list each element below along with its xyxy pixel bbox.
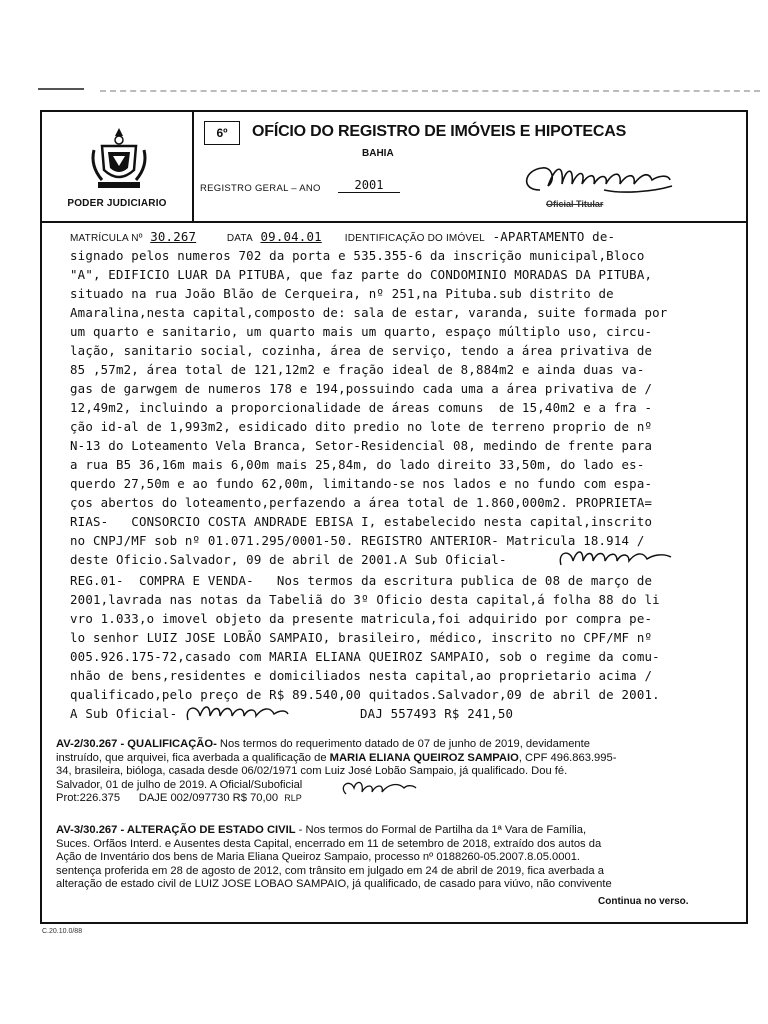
av2-text-2b: , CPF 496.863.995- [518,751,617,764]
reg01-line: nhão de bens,residentes e domiciliados nesta capital,ao proprietario acima / [70,668,653,683]
matricula-first-line: -APARTAMENTO de- [492,229,616,244]
av3-line-2: Suces. Orfãos Interd. e Ausentes desta Capital, encerrado em 11 de setembro de 2018, extraído dos autos da [56,837,602,850]
av2-title: AV-2/30.267 - QUALIFICAÇÃO- [56,738,217,750]
matricula-number: 30.267 [150,229,197,244]
av3-block [56,824,746,892]
bahia-coat-of-arms-icon [88,126,150,192]
av2-rlp: RLP [284,793,302,804]
data-label: DATA [226,233,253,244]
matricula-line: N-13 do Loteamento Vela Branca, Setor-Residencial 08, medindo de frente para [70,438,653,453]
matricula-line: RIAS- CONSORCIO COSTA ANDRADE EBISA I, estabelecido nesta capital,inscrito [70,514,653,529]
reg01-line: 005.926.175-72,casado com MARIA ELIANA QUEIROZ SAMPAIO, sob o regime da comu- [70,649,660,664]
state-label: BAHIA [362,148,394,159]
reg01-line: REG.01- COMPRA E VENDA- Nos termos da escritura publica de 08 de março de [70,573,653,588]
scan-mark [38,88,84,90]
av3-text-1: - Nos termos do Formal de Partilha da 1ª Vara de Família, [295,824,587,836]
matricula-line: um quarto e sanitario, um quarto mais um quarto, espaço múltiplo uso, circu- [70,324,653,339]
header-divider [40,221,748,223]
reg01-line: qualificado,pelo preço de R$ 89.540,00 quitados.Salvador,09 de abril de 2001. [70,687,660,702]
office-title: OFÍCIO DO REGISTRO DE IMÓVEIS E HIPOTECAS [252,123,627,140]
matricula-line: 12,49m2, incluindo a proporcionalidade de áreas comuns de 15,40m2 e a fra - [70,400,653,415]
av2-text-1: Nos termos do requerimento datado de 07 de junho de 2019, devidamente [216,738,590,750]
matricula-line: "A", EDIFICIO LUAR DA PITUBA, que faz parte do CONDOMINIO MORADAS DA PITUBA, [70,267,653,282]
av3-line-5: alteração de estado civil de LUIZ JOSE LOBAO SAMPAIO, já qualificado, de casado para viúvo, não convivente [56,878,612,891]
matricula-date: 09.04.01 [260,229,322,244]
registro-year: 2001 [338,178,400,193]
header-vertical-divider [192,110,194,222]
matricula-line: no CNPJ/MF sob nº 01.071.295/0001-50. REGISTRO ANTERIOR- Matricula 18.914 / [70,533,645,548]
reg01-line: 2001,lavrada nas notas da Tabeliã do 3º Oficio desta capital,á folha 88 do li [70,592,660,607]
scan-dash-line [100,90,760,93]
continua-no-verso: Continua no verso. [598,896,689,907]
oficial-titular-label: Oficial Titular [546,199,604,209]
matricula-line: 85 ,57m2, área total de 121,12m2 e fração ideal de 8,884m2 e ainda duas va- [70,362,645,377]
reg01-daj: DAJ 557493 R$ 241,50 [360,706,514,721]
matricula-line: gas de garwgem de numeros 178 e 194,possuindo cada uma a área privativa de / [70,381,653,396]
av3-line-3: Ação de Inventário dos bens de Maria Eliana Queiroz Sampaio, processo nº 0188260-05.2007.8.05.0001. [56,851,581,864]
matricula-line: ços abertos do loteamento,perfazendo a área total de 1.860,000m2. PROPRIETA= [70,495,653,510]
signature-oficial-titular [512,150,682,205]
matricula-label: MATRÍCULA Nº [70,233,143,244]
av3-line-1 [56,824,746,838]
matricula-line: ção id-al de 1,993m2, esidicado dito predio no lote de terreno proprio de nº [70,419,653,434]
av2-name: MARIA ELIANA QUEIROZ SAMPAIO [329,751,519,764]
matricula-line: situado na rua João Blão de Cerqueira, nº 251,na Pituba.sub distrito de Amaralina,nesta capital,composto de: sala de estar, varanda, suite formada por [70,286,668,320]
matricula-line: querdo 27,50m e ao fundo 62,00m, limitando-se nos lados e no fundo com espa- [70,476,653,491]
av3-line-4: sentença proferida em 28 de agosto de 2012, com trânsito em julgado em 24 de abril de 2019, fica averbada a [56,864,604,877]
signature-oficial-av2 [338,776,418,800]
av2-line-2 [56,752,746,766]
signature-sub-oficial-reg01 [182,698,292,726]
av3-title: AV-3/30.267 - ALTERAÇÃO DE ESTADO CIVIL [56,824,296,836]
registro-geral-label: REGISTRO GERAL – ANO [200,183,321,194]
matricula-line: deste Oficio.Salvador, 09 de abril de 2001.A Sub Oficial- [70,552,507,567]
matricula-line: lação, sanitario social, cozinha, área de serviço, tendo a área privativa de [70,343,653,358]
av2-line-3: 34, brasileira, bióloga, casada desde 06/02/1971 com Luiz José Lobão Sampaio, já qualificado. Dou fé. [56,765,568,778]
av2-text-4: Salvador, 01 de julho de 2019. A Oficial/Suboficial [56,778,303,791]
poder-judiciario-label: PODER JUDICIARIO [67,198,167,209]
av2-text-2a: instruído, que arquivei, fica averbada a qualificação de [56,751,330,764]
matricula-line: signado pelos numeros 702 da porta e 535.355-6 da inscrição municipal,Bloco [70,248,645,263]
reg01-line: A Sub Oficial- [70,706,178,721]
reg01-line: lo senhor LUIZ JOSE LOBÃO SAMPAIO, brasileiro, médico, inscrito no CPF/MF nº [70,630,653,645]
form-code: C.20.10.0/88 [42,928,83,935]
identificacao-label: IDENTIFICAÇÃO DO IMÓVEL [344,233,485,244]
reg01-line: vro 1.033,o imovel objeto da presente matricula,foi adquirido por compra pe- [70,611,653,626]
signature-sub-oficial [555,543,675,571]
av2-prot: Prot:226.375 [56,792,121,805]
av2-daje: DAJE 002/097730 R$ 70,00 [138,792,279,805]
matricula-line: a rua B5 36,16m mais 6,00m mais 25,84m, do lado direito 33,50m, do lado es- [70,457,645,472]
office-number-box: 6º [204,121,240,145]
matricula-header-line [70,228,615,249]
av2-line-1 [56,738,746,752]
